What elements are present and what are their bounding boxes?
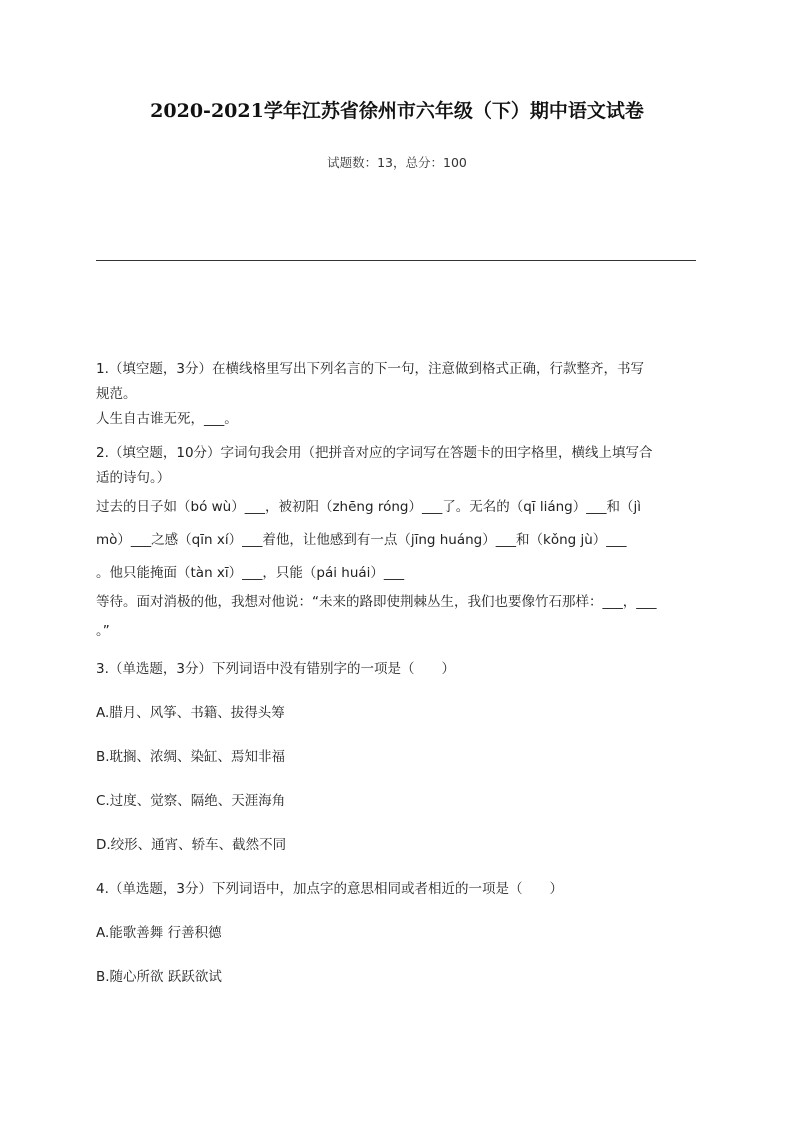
question-1-line-1: 1.（填空题，3分）在横线格里写出下列名言的下一句，注意做到格式正确，行款整齐，书写 <box>96 361 644 377</box>
question-2-line-7: 。” <box>96 623 110 639</box>
question-3-option-b[interactable]: B.耽搁、浓绸、染缸、焉知非福 <box>96 749 286 765</box>
question-4-option-b[interactable]: B.随心所欲 跃跃欲试 <box>96 969 222 985</box>
question-2-line-4: mò）___之感（qīn xí）___着他，让他感到有一点（jīng huáng）___和（kǒng jù）___ <box>96 532 627 548</box>
question-3-stem: 3.（单选题，3分）下列词语中没有错别字的一项是（ ） <box>96 661 455 677</box>
question-1 <box>96 357 700 432</box>
question-4 <box>96 877 700 990</box>
question-1-line-2: 规范。 <box>96 386 137 402</box>
question-2-line-5: 。他只能掩面（tàn xī）___，只能（pái huái）___ <box>96 565 405 581</box>
question-4-stem: 4.（单选题，3分）下列词语中，加点字的意思相同或者相近的一项是（ ） <box>96 881 563 897</box>
question-2 <box>96 441 700 648</box>
question-2-line-6: 等待。面对消极的他，我想对他说：“未来的路即使荆棘丛生，我们也要像竹石那样：___，___ <box>96 594 657 610</box>
divider-line <box>96 260 696 261</box>
question-2-line-1: 2.（填空题，10分）字词句我会用（把拼音对应的字词写在答题卡的田字格里，横线上填写合 <box>96 445 653 461</box>
question-1-line-3: 人生自古谁无死，___。 <box>96 411 238 427</box>
question-3 <box>96 657 700 858</box>
question-2-line-2: 适的诗句。） <box>96 470 171 486</box>
exam-summary: 试题数：13，总分：100 <box>327 155 467 170</box>
question-3-option-a[interactable]: A.腊月、风筝、书籍、拔得头筹 <box>96 705 285 721</box>
question-3-option-d[interactable]: D.绞形、通宵、轿车、截然不同 <box>96 837 287 853</box>
question-4-option-a[interactable]: A.能歌善舞 行善积德 <box>96 925 222 941</box>
question-2-line-3: 过去的日子如（bó wù）___，被初阳（zhēng róng）___了。无名的（qī liáng）___和（jì <box>96 499 641 515</box>
question-3-option-c[interactable]: C.过度、觉察、隔绝、天涯海角 <box>96 793 286 809</box>
question-list <box>96 357 700 990</box>
page-title: 2020-2021学年江苏省徐州市六年级（下）期中语文试卷 <box>150 100 644 122</box>
